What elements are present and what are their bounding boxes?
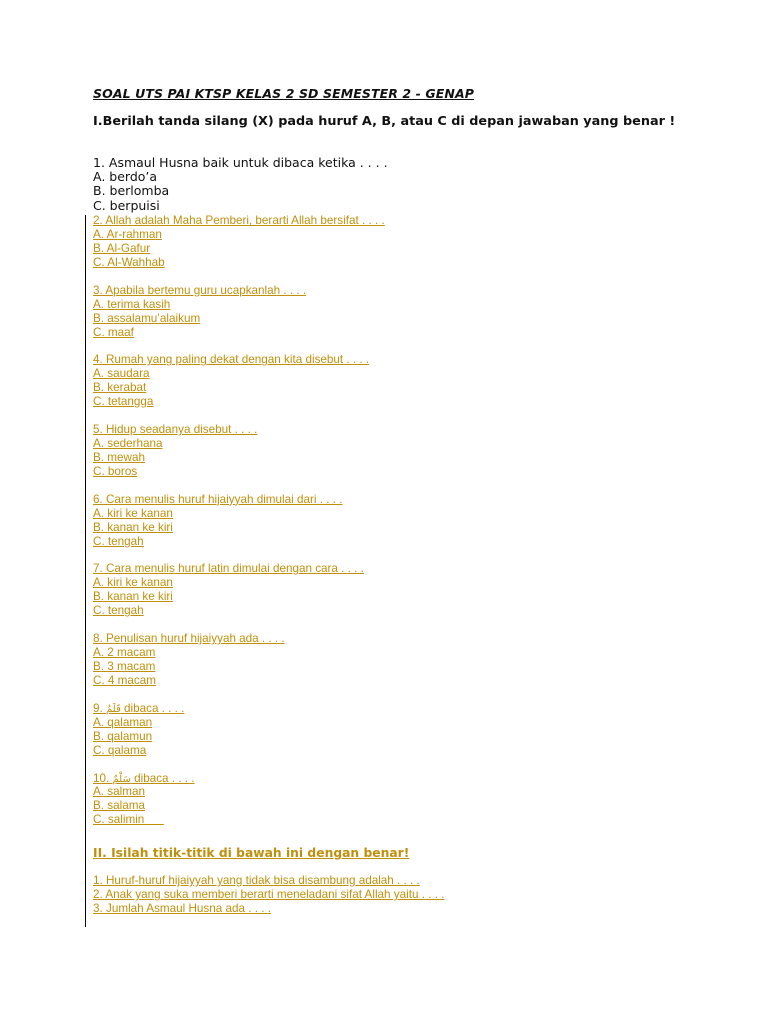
answer-option: B. kerabat	[93, 381, 147, 395]
question-text: 2. Allah adalah Maha Pemberi, berarti Allah bersifat . . . .	[93, 214, 385, 227]
question-text: 1. Asmaul Husna baik untuk dibaca ketika . . . .	[93, 155, 388, 170]
section-2-heading: II. Isilah titik-titik di bawah ini dengan benar!	[93, 846, 410, 860]
question-text: 5. Hidup seadanya disebut . . . .	[93, 423, 258, 437]
question-3	[93, 284, 385, 340]
question-7	[93, 562, 385, 618]
answer-option: A. berdo’a	[93, 169, 158, 185]
fill-in-item: 1. Huruf-huruf hijaiyyah yang tidak bisa disambung adalah . . . .	[93, 874, 420, 887]
answer-option: B. kanan ke kiri	[93, 520, 173, 534]
question-suffix: dibaca . . . .	[130, 771, 195, 785]
question-5	[93, 423, 385, 479]
answer-option: A. saudara	[93, 367, 150, 381]
answer-option: C. tengah	[93, 604, 144, 618]
answer-option: C. 4 macam	[93, 673, 156, 687]
question-9	[93, 702, 385, 758]
question-text	[93, 772, 385, 786]
section-1-instruction: I.Berilah tanda silang (X) pada huruf A, B, atau C di depan jawaban yang benar !	[93, 114, 676, 129]
answer-option: C. tetangga	[93, 395, 154, 409]
fill-in-item: 3. Jumlah Asmaul Husna ada . . . .	[93, 902, 271, 915]
answer-option: A. 2 macam	[93, 646, 156, 660]
document-title: SOAL UTS PAI KTSP KELAS 2 SD SEMESTER 2 - GENAP	[93, 86, 475, 101]
answer-option: B. salama	[93, 799, 145, 813]
answer-option: A. kiri ke kanan	[93, 576, 173, 590]
fill-in-item: 2. Anak yang suka memberi berarti meneladani sifat Allah yaitu . . . .	[93, 888, 445, 901]
answer-option: C. salimin	[93, 813, 164, 827]
question-8	[93, 632, 385, 688]
answer-option: C. qalama	[93, 743, 147, 757]
answer-option: B. assalamu’alaikum	[93, 311, 201, 325]
question-4	[93, 353, 385, 409]
answer-option: A. sederhana	[93, 437, 163, 450]
question-text: 3. Apabila bertemu guru ucapkanlah . . . .	[93, 283, 307, 297]
question-6	[93, 493, 385, 549]
question-number: 9.	[93, 701, 106, 715]
arabic-word: سَلْمٌ	[112, 773, 131, 785]
question-number: 10.	[93, 771, 113, 785]
answer-option: B. Al-Gafur	[93, 241, 151, 255]
answer-option: C. Al-Wahhab	[93, 255, 165, 269]
answer-option: B. 3 macam	[93, 660, 156, 673]
answer-option: C. tengah	[93, 534, 144, 548]
answer-option: B. berlomba	[93, 183, 170, 199]
answer-option: B. kanan ke kiri	[93, 590, 173, 604]
answer-option: A. qalaman	[93, 715, 153, 729]
fill-in-questions	[93, 874, 444, 916]
question-2	[93, 214, 385, 270]
answer-option: B. mewah	[93, 450, 145, 464]
answer-option: C. maaf	[93, 325, 134, 339]
answer-option: C. berpuisi	[93, 197, 160, 213]
change-bar	[85, 215, 86, 927]
question-text: 7. Cara menulis huruf latin dimulai dengan cara . . . .	[93, 562, 364, 576]
arabic-word: قَلَمٌ	[106, 703, 121, 715]
question-suffix: dibaca . . . .	[120, 701, 185, 715]
question-text: 4. Rumah yang paling dekat dengan kita disebut . . . .	[93, 353, 370, 367]
answer-option: A. kiri ke kanan	[93, 506, 173, 520]
revised-questions	[93, 214, 385, 827]
question-10	[93, 772, 385, 828]
question-text: 8. Penulisan huruf hijaiyyah ada . . . .	[93, 632, 285, 646]
answer-option: A. salman	[93, 785, 145, 799]
question-text	[93, 702, 385, 716]
answer-option: C. boros	[93, 464, 138, 478]
answer-option: B. qalamun	[93, 729, 153, 743]
answer-option: A. terima kasih	[93, 297, 171, 311]
question-text: 6. Cara menulis huruf hijaiyyah dimulai dari . . . .	[93, 492, 343, 506]
question-1	[93, 156, 388, 213]
answer-option: A. Ar-rahman	[93, 227, 162, 241]
